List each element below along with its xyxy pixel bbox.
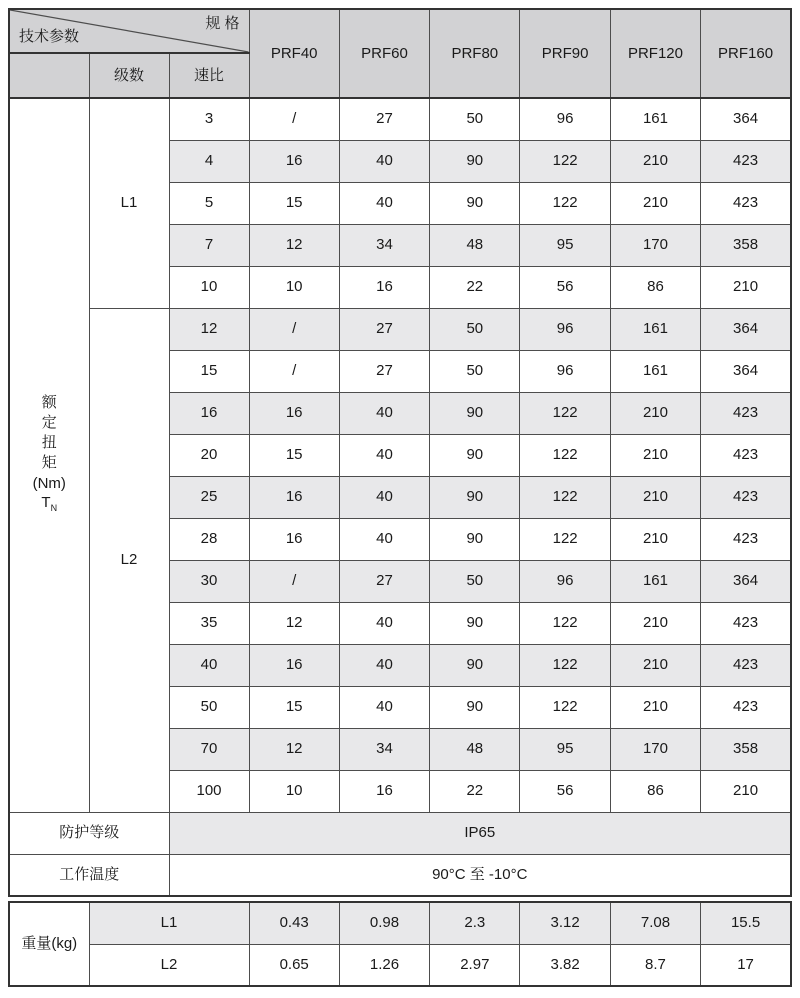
torque-value-cell: 423 bbox=[701, 434, 791, 476]
weight-value-cell: 2.97 bbox=[430, 944, 520, 986]
torque-value-cell: 90 bbox=[430, 140, 520, 182]
temperature-row bbox=[9, 854, 791, 896]
torque-value-cell: 15 bbox=[249, 686, 339, 728]
torque-value-cell: 22 bbox=[430, 770, 520, 812]
weight-row-l1 bbox=[9, 902, 791, 944]
torque-value-cell: 95 bbox=[520, 224, 610, 266]
torque-value-cell: 423 bbox=[701, 140, 791, 182]
torque-value-cell: 50 bbox=[430, 560, 520, 602]
header-row-1 bbox=[9, 9, 791, 53]
weight-value-cell: 3.12 bbox=[520, 902, 610, 944]
weight-value-cell: 8.7 bbox=[610, 944, 700, 986]
torque-label-cell bbox=[9, 98, 89, 812]
torque-value-cell: 210 bbox=[701, 266, 791, 308]
torque-value-cell: 40 bbox=[339, 392, 429, 434]
torque-value-cell: 423 bbox=[701, 686, 791, 728]
corner-spec-label: 规 格 bbox=[205, 15, 240, 32]
torque-value-cell: 50 bbox=[430, 350, 520, 392]
torque-symbol-label bbox=[10, 494, 89, 517]
torque-value-cell: 364 bbox=[701, 350, 791, 392]
torque-value-cell: 12 bbox=[249, 602, 339, 644]
torque-value-cell: 22 bbox=[430, 266, 520, 308]
torque-value-cell: 170 bbox=[610, 224, 700, 266]
torque-value-cell: 27 bbox=[339, 560, 429, 602]
torque-value-cell: 423 bbox=[701, 476, 791, 518]
torque-value-cell: 16 bbox=[249, 518, 339, 560]
torque-value-cell: 16 bbox=[249, 140, 339, 182]
protection-value: IP65 bbox=[169, 812, 791, 854]
ratio-cell: 4 bbox=[169, 140, 249, 182]
torque-value-cell: 90 bbox=[430, 182, 520, 224]
torque-value-cell: 48 bbox=[430, 728, 520, 770]
torque-value-cell: 161 bbox=[610, 350, 700, 392]
torque-value-cell: 40 bbox=[339, 476, 429, 518]
torque-value-cell: 161 bbox=[610, 560, 700, 602]
torque-value-cell: 40 bbox=[339, 644, 429, 686]
torque-value-cell: / bbox=[249, 98, 339, 140]
ratio-cell: 25 bbox=[169, 476, 249, 518]
torque-value-cell: 210 bbox=[610, 182, 700, 224]
ratio-cell: 7 bbox=[169, 224, 249, 266]
ratio-cell: 12 bbox=[169, 308, 249, 350]
torque-value-cell: 90 bbox=[430, 392, 520, 434]
weight-value-cell: 17 bbox=[701, 944, 791, 986]
torque-value-cell: 358 bbox=[701, 728, 791, 770]
footer-body bbox=[9, 812, 791, 896]
torque-value-cell: 16 bbox=[249, 644, 339, 686]
torque-value-cell: 16 bbox=[249, 476, 339, 518]
torque-value-cell: 90 bbox=[430, 644, 520, 686]
torque-row-12 bbox=[9, 308, 791, 350]
torque-symbol: T bbox=[41, 494, 51, 512]
weight-value-cell: 0.65 bbox=[249, 944, 339, 986]
weight-value-cell: 3.82 bbox=[520, 944, 610, 986]
torque-value-cell: 210 bbox=[610, 140, 700, 182]
torque-value-cell: 16 bbox=[249, 392, 339, 434]
ratio-cell: 100 bbox=[169, 770, 249, 812]
torque-value-cell: 27 bbox=[339, 308, 429, 350]
torque-value-cell: 95 bbox=[520, 728, 610, 770]
torque-value-cell: 364 bbox=[701, 98, 791, 140]
torque-value-cell: 161 bbox=[610, 308, 700, 350]
torque-value-cell: 96 bbox=[520, 98, 610, 140]
corner-params-label: 技术参数 bbox=[19, 28, 80, 45]
weight-stage-l2: L2 bbox=[89, 944, 249, 986]
torque-value-cell: 90 bbox=[430, 518, 520, 560]
ratio-cell: 20 bbox=[169, 434, 249, 476]
torque-value-cell: 10 bbox=[249, 770, 339, 812]
torque-value-cell: 40 bbox=[339, 686, 429, 728]
torque-value-cell: 56 bbox=[520, 266, 610, 308]
torque-value-cell: 423 bbox=[701, 182, 791, 224]
weight-value-cell: 15.5 bbox=[701, 902, 791, 944]
torque-value-cell: 12 bbox=[249, 224, 339, 266]
weight-row-l2 bbox=[9, 944, 791, 986]
weight-label-cell: 重量(kg) bbox=[9, 902, 89, 986]
corner-cell bbox=[9, 9, 249, 53]
torque-value-cell: 40 bbox=[339, 182, 429, 224]
torque-value-cell: 122 bbox=[520, 644, 610, 686]
torque-symbol-sub: N bbox=[50, 503, 58, 514]
torque-value-cell: 423 bbox=[701, 644, 791, 686]
torque-label-char: 额 bbox=[41, 394, 57, 412]
torque-value-cell: 50 bbox=[430, 98, 520, 140]
weight-body bbox=[9, 902, 791, 986]
torque-value-cell: 122 bbox=[520, 140, 610, 182]
weight-value-cell: 0.98 bbox=[339, 902, 429, 944]
ratio-cell: 28 bbox=[169, 518, 249, 560]
model-header-prf40: PRF40 bbox=[249, 9, 339, 98]
torque-value-cell: 364 bbox=[701, 560, 791, 602]
weight-value-cell: 1.26 bbox=[339, 944, 429, 986]
torque-value-cell: 40 bbox=[339, 518, 429, 560]
torque-value-cell: 40 bbox=[339, 140, 429, 182]
ratio-cell: 70 bbox=[169, 728, 249, 770]
torque-value-cell: 122 bbox=[520, 476, 610, 518]
torque-value-cell: 423 bbox=[701, 602, 791, 644]
torque-value-cell: 48 bbox=[430, 224, 520, 266]
torque-value-cell: / bbox=[249, 350, 339, 392]
torque-row-3 bbox=[9, 98, 791, 140]
torque-value-cell: 122 bbox=[520, 602, 610, 644]
torque-value-cell: 122 bbox=[520, 182, 610, 224]
torque-value-cell: 170 bbox=[610, 728, 700, 770]
weight-stage-l1: L1 bbox=[89, 902, 249, 944]
torque-value-cell: 96 bbox=[520, 350, 610, 392]
ratio-cell: 15 bbox=[169, 350, 249, 392]
torque-label-char: 矩 bbox=[41, 454, 57, 472]
ratio-cell: 3 bbox=[169, 98, 249, 140]
ratio-cell: 40 bbox=[169, 644, 249, 686]
empty-header-cell bbox=[9, 53, 89, 98]
ratio-cell: 16 bbox=[169, 392, 249, 434]
torque-label-char: 扭 bbox=[41, 434, 57, 452]
torque-value-cell: 90 bbox=[430, 434, 520, 476]
torque-value-cell: 96 bbox=[520, 308, 610, 350]
torque-value-cell: 210 bbox=[701, 770, 791, 812]
spec-table bbox=[8, 8, 792, 897]
torque-value-cell: 90 bbox=[430, 686, 520, 728]
torque-value-cell: 358 bbox=[701, 224, 791, 266]
torque-value-cell: 50 bbox=[430, 308, 520, 350]
protection-label: 防护等级 bbox=[9, 812, 169, 854]
torque-value-cell: 86 bbox=[610, 770, 700, 812]
torque-value-cell: 122 bbox=[520, 392, 610, 434]
weight-value-cell: 2.3 bbox=[430, 902, 520, 944]
torque-value-cell: 210 bbox=[610, 476, 700, 518]
torque-value-cell: / bbox=[249, 560, 339, 602]
torque-value-cell: / bbox=[249, 308, 339, 350]
torque-value-cell: 16 bbox=[339, 770, 429, 812]
ratio-column-header: 速比 bbox=[169, 53, 249, 98]
torque-value-cell: 210 bbox=[610, 434, 700, 476]
torque-label-char: 定 bbox=[41, 414, 57, 432]
torque-value-cell: 210 bbox=[610, 644, 700, 686]
stage-label-l2: L2 bbox=[89, 308, 169, 812]
torque-value-cell: 10 bbox=[249, 266, 339, 308]
torque-value-cell: 423 bbox=[701, 392, 791, 434]
torque-value-cell: 90 bbox=[430, 476, 520, 518]
torque-body bbox=[9, 98, 791, 812]
torque-value-cell: 210 bbox=[610, 602, 700, 644]
model-header-prf80: PRF80 bbox=[430, 9, 520, 98]
torque-value-cell: 27 bbox=[339, 350, 429, 392]
torque-value-cell: 40 bbox=[339, 434, 429, 476]
torque-value-cell: 423 bbox=[701, 518, 791, 560]
weight-value-cell: 0.43 bbox=[249, 902, 339, 944]
torque-value-cell: 210 bbox=[610, 686, 700, 728]
temperature-label: 工作温度 bbox=[9, 854, 169, 896]
torque-value-cell: 34 bbox=[339, 224, 429, 266]
torque-value-cell: 364 bbox=[701, 308, 791, 350]
torque-value-cell: 210 bbox=[610, 392, 700, 434]
torque-value-cell: 15 bbox=[249, 434, 339, 476]
torque-value-cell: 40 bbox=[339, 602, 429, 644]
torque-value-cell: 122 bbox=[520, 518, 610, 560]
protection-row bbox=[9, 812, 791, 854]
temperature-value: 90°C 至 -10°C bbox=[169, 854, 791, 896]
torque-value-cell: 86 bbox=[610, 266, 700, 308]
torque-value-cell: 96 bbox=[520, 560, 610, 602]
ratio-cell: 30 bbox=[169, 560, 249, 602]
model-header-prf160: PRF160 bbox=[701, 9, 791, 98]
stage-column-header: 级数 bbox=[89, 53, 169, 98]
model-header-prf120: PRF120 bbox=[610, 9, 700, 98]
torque-value-cell: 90 bbox=[430, 602, 520, 644]
stage-label-l1: L1 bbox=[89, 98, 169, 308]
torque-value-cell: 161 bbox=[610, 98, 700, 140]
ratio-cell: 35 bbox=[169, 602, 249, 644]
weight-value-cell: 7.08 bbox=[610, 902, 700, 944]
torque-value-cell: 56 bbox=[520, 770, 610, 812]
torque-value-cell: 15 bbox=[249, 182, 339, 224]
torque-value-cell: 122 bbox=[520, 434, 610, 476]
ratio-cell: 5 bbox=[169, 182, 249, 224]
model-header-prf60: PRF60 bbox=[339, 9, 429, 98]
torque-value-cell: 122 bbox=[520, 686, 610, 728]
torque-value-cell: 27 bbox=[339, 98, 429, 140]
model-header-prf90: PRF90 bbox=[520, 9, 610, 98]
torque-value-cell: 210 bbox=[610, 518, 700, 560]
torque-value-cell: 16 bbox=[339, 266, 429, 308]
weight-table bbox=[8, 901, 792, 987]
torque-value-cell: 34 bbox=[339, 728, 429, 770]
torque-value-cell: 12 bbox=[249, 728, 339, 770]
torque-unit-label: (Nm) bbox=[32, 475, 66, 493]
spec-table-header bbox=[9, 9, 791, 98]
ratio-cell: 50 bbox=[169, 686, 249, 728]
ratio-cell: 10 bbox=[169, 266, 249, 308]
